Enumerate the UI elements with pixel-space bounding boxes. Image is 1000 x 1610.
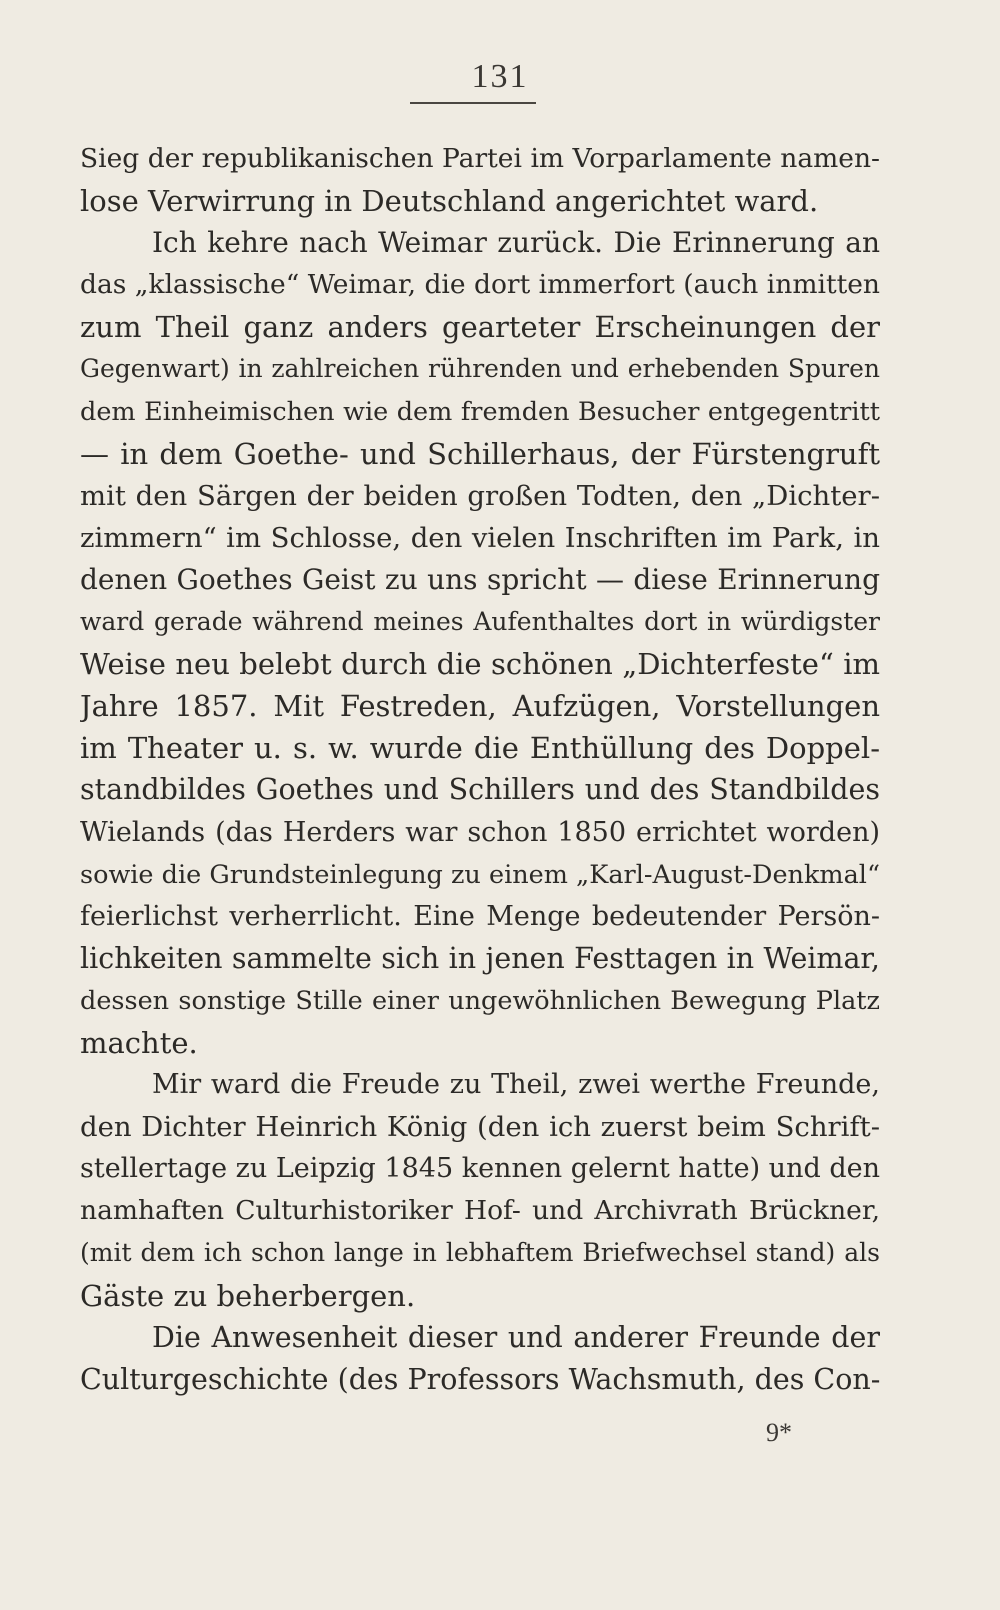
text-line: den Dichter Heinrich König (den ich zuerst beim Schrift- <box>80 1111 880 1144</box>
text-line: Ich kehre nach Weimar zurück. Die Erinnerung an <box>152 226 880 260</box>
text-line: Mir ward die Freude zu Theil, zwei werthe Freunde, <box>152 1069 880 1101</box>
text-line: zimmern“ im Schlosse, den vielen Inschriften im Park, in <box>80 521 880 554</box>
text-line: mit den Särgen der beiden großen Todten, den „Dichter- <box>80 479 880 512</box>
text-line: Weise neu belebt durch die schönen „Dichterfeste“ im <box>80 647 880 682</box>
signature-mark: 9* <box>766 1418 792 1447</box>
header-rule <box>410 102 536 104</box>
text-line: das „klassische“ Weimar, die dort immerfort (auch inmitten <box>80 269 880 301</box>
text-line: Wielands (das Herders war schon 1850 errichtet worden) <box>80 816 880 848</box>
text-line: zum Theil ganz anders gearteter Erscheinungen der <box>80 310 880 345</box>
text-line: standbildes Goethes und Schillers und des Standbildes <box>80 773 880 807</box>
text-line: Culturgeschichte (des Professors Wachsmuth, des Con- <box>80 1362 880 1396</box>
text-line: Gäste zu beherbergen. <box>80 1278 416 1313</box>
text-line: sowie die Grundsteinlegung zu einem „Karl-August-Denkmal“ <box>80 859 880 890</box>
text-line: feierlichst verherrlicht. Eine Menge bedeutender Persön- <box>80 900 880 932</box>
text-line: machte. <box>80 1025 198 1060</box>
text-line: Die Anwesenheit dieser und anderer Freunde der <box>152 1320 880 1354</box>
text-line: Jahre 1857. Mit Festreden, Aufzügen, Vorstellungen <box>80 689 880 724</box>
text-line: lose Verwirrung in Deutschland angerichtet ward. <box>80 184 819 219</box>
text-line: namhaften Culturhistoriker Hof- und Archivrath Brückner, <box>80 1195 880 1227</box>
text-line: stellertage zu Leipzig 1845 kennen gelernt hatte) und den <box>80 1153 880 1185</box>
body-text <box>80 138 880 1401</box>
text-line: Sieg der republikanischen Partei im Vorparlamente namen- <box>80 143 880 174</box>
text-line: lichkeiten sammelte sich in jenen Festtagen in Weimar, <box>80 941 880 975</box>
text-line: — in dem Goethe- und Schillerhaus, der Fürstengruft <box>80 436 880 471</box>
text-line: ward gerade während meines Aufenthaltes dort in würdigster <box>80 607 880 637</box>
text-line: dem Einheimischen wie dem fremden Besucher entgegentritt <box>80 396 880 427</box>
text-line: denen Goethes Geist zu uns spricht — diese Erinnerung <box>80 562 880 596</box>
text-line: im Theater u. s. w. wurde die Enthüllung des Doppel- <box>80 731 880 766</box>
text-line: Gegenwart) in zahlreichen rührenden und erhebenden Spuren <box>80 354 880 384</box>
page-number: 131 <box>471 58 529 95</box>
text-line: dessen sonstige Stille einer ungewöhnlichen Bewegung Platz <box>80 985 880 1016</box>
text-line: (mit dem ich schon lange in lebhaftem Briefwechsel stand) als <box>80 1238 880 1268</box>
